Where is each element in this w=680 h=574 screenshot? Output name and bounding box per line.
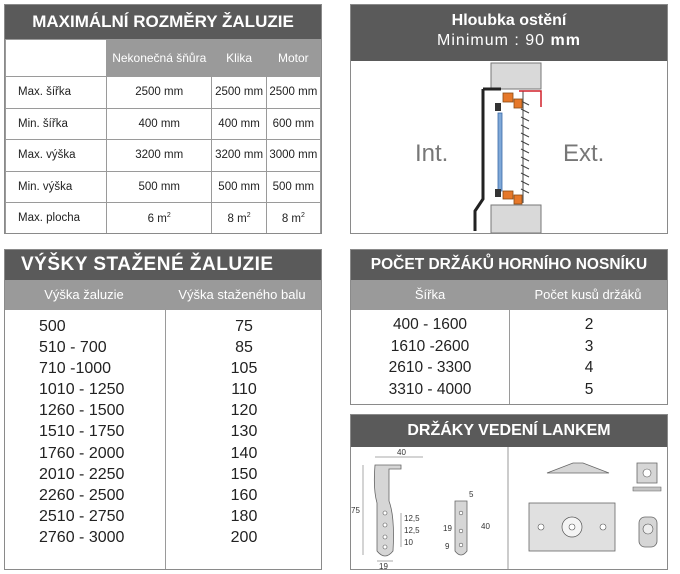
svg-text:75: 75 (351, 506, 360, 515)
list-item: 1510 - 1750 (39, 423, 125, 441)
col-header-blind-height: Výška žaluzie (44, 287, 124, 302)
reveal-depth-title: Hloubka ostění Minimum : 90 mm (351, 5, 667, 61)
exterior-label: Ext. (563, 140, 605, 167)
list-item: 105 (230, 360, 258, 378)
list-item: 710 -1000 (39, 360, 112, 378)
table-row: Min. výška 500 mm 500 mm 500 mm (6, 171, 321, 203)
svg-text:10: 10 (404, 538, 413, 547)
stack-height-title: VÝŠKY STAŽENÉ ŽALUZIE (5, 250, 321, 280)
list-item: 160 (230, 486, 258, 504)
svg-text:9: 9 (445, 542, 450, 551)
bracket-count-panel (350, 249, 668, 405)
bracket-count-title: POČET DRŽÁKŮ HORNÍHO NOSNÍKU (351, 250, 667, 280)
svg-text:40: 40 (397, 448, 406, 457)
col-header-count: Počet kusů držáků (534, 287, 642, 302)
list-item: 75 (235, 318, 253, 335)
list-item: 140 (230, 444, 258, 462)
interior-label: Int. (415, 140, 449, 167)
list-item: 1260 - 1500 (39, 402, 125, 420)
list-item: 2260 - 2500 (39, 486, 125, 504)
list-item: 3310 - 4000 (388, 380, 472, 398)
list-item: 1010 - 1250 (39, 381, 125, 399)
list-item: 510 - 700 (39, 339, 107, 357)
width-list (351, 314, 509, 400)
list-item: 150 (230, 465, 258, 483)
list-item: 180 (230, 507, 258, 525)
max-dimensions-title: MAXIMÁLNÍ ROZMĚRY ŽALUZIE (5, 5, 321, 39)
cable-bracket-drawing (351, 447, 668, 570)
cable-bracket-title: DRŽÁKY VEDENÍ LANKEM (351, 415, 667, 447)
svg-text:12,5: 12,5 (404, 526, 420, 535)
col-header-crank: Klika (212, 40, 266, 77)
list-item: 2010 - 2250 (39, 465, 125, 483)
stack-height-header (5, 280, 321, 310)
list-item: 120 (230, 402, 258, 420)
list-item: 85 (235, 339, 253, 357)
list-item: 4 (584, 359, 594, 376)
list-item: 1760 - 2000 (39, 444, 125, 462)
cable-bracket-panel (350, 414, 668, 570)
stack-height-panel (4, 249, 322, 570)
count-list (509, 314, 668, 400)
max-dimensions-table (5, 39, 321, 234)
reveal-depth-panel (350, 4, 668, 234)
col-header-motor: Motor (266, 40, 320, 77)
table-row: Max. výška 3200 mm 3200 mm 3000 mm (6, 140, 321, 172)
svg-text:19: 19 (379, 562, 388, 571)
svg-text:40: 40 (481, 522, 490, 531)
list-item: 2 (584, 316, 594, 333)
list-item: 5 (584, 380, 594, 398)
svg-text:12,5: 12,5 (404, 514, 420, 523)
list-item: 130 (230, 423, 258, 441)
col-header-cord: Nekonečná šňůra (107, 40, 212, 77)
max-dimensions-panel (4, 4, 322, 234)
blind-height-list (39, 316, 124, 548)
svg-text:19: 19 (443, 524, 452, 533)
list-item: 500 (39, 318, 66, 335)
svg-text:5: 5 (469, 490, 474, 499)
list-item: 200 (230, 528, 258, 546)
col-header-stack-height: Výška staženého balu (178, 287, 306, 302)
table-row: Max. šířka 2500 mm 2500 mm 2500 mm (6, 77, 321, 109)
table-row: Min. šířka 400 mm 400 mm 600 mm (6, 108, 321, 140)
list-item: 2760 - 3000 (39, 528, 125, 546)
table-row: Max. plocha 6 $m^2$ 8 $m^2$ 8 $m^2$ (6, 203, 321, 235)
list-item: 2610 - 3300 (388, 359, 472, 376)
list-item: 1610 -2600 (390, 337, 470, 355)
list-item: 2510 - 2750 (39, 507, 125, 525)
list-item: 400 - 1600 (392, 316, 468, 333)
reveal-diagram (351, 61, 668, 234)
stack-height-list (165, 316, 322, 548)
list-item: 110 (231, 381, 257, 399)
list-item: 3 (584, 337, 594, 355)
col-header-width: Šířka (414, 287, 446, 302)
